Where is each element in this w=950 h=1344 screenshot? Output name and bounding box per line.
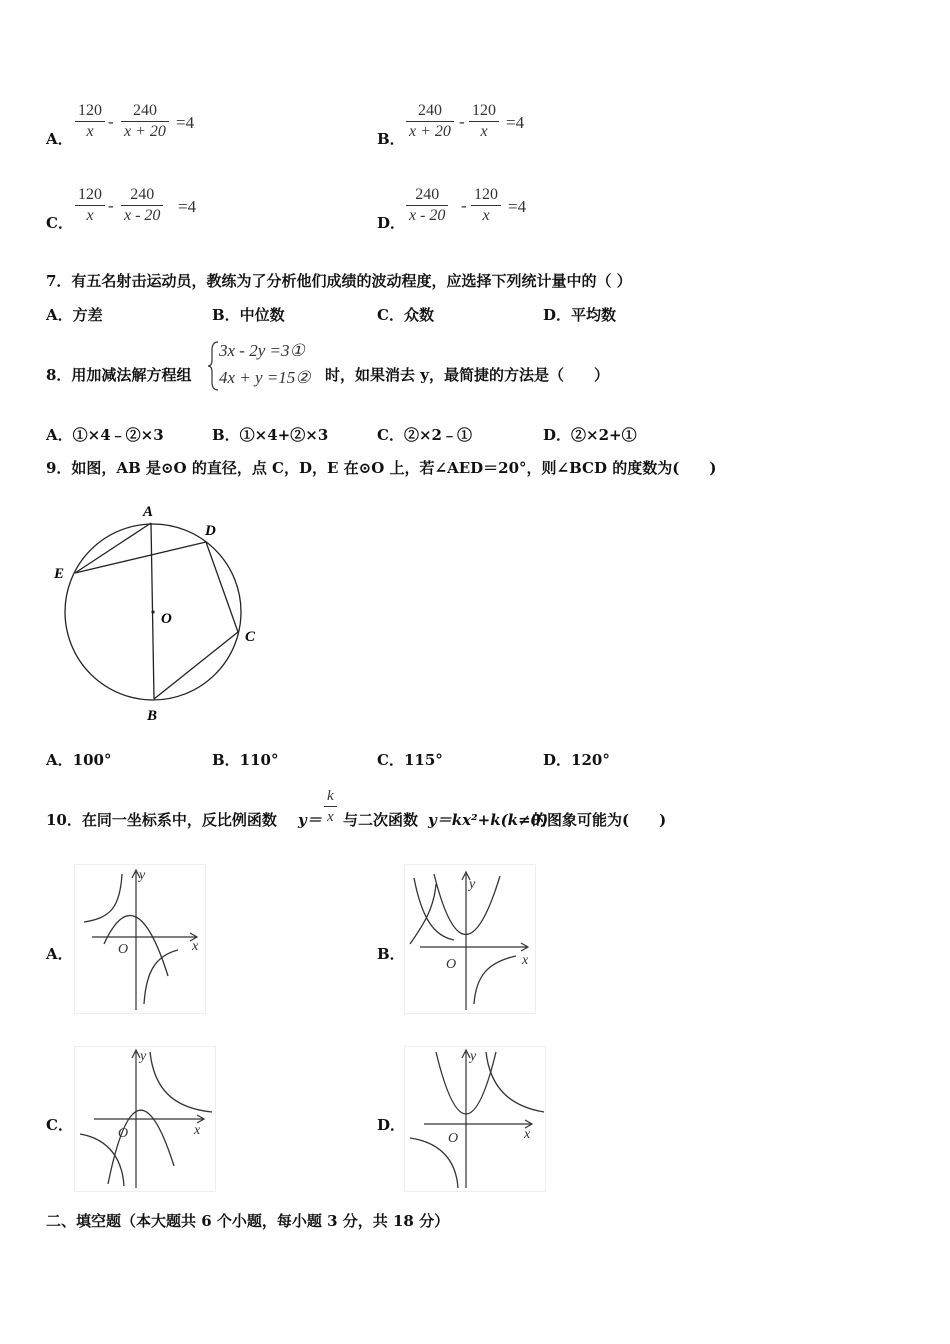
q8-option-d: D．②×2+① xyxy=(543,426,637,444)
q8-option-c: C．②×2﹣① xyxy=(377,426,472,444)
section-2-title: 二、填空题（本大题共 6 个小题，每小题 3 分，共 18 分） xyxy=(46,1212,450,1230)
graph-b xyxy=(404,864,536,1014)
q9-option-c: C．115° xyxy=(377,751,443,769)
svg-text:x: x xyxy=(194,1123,201,1138)
fraction: $\frac{240}{x + 20}$ xyxy=(121,101,169,142)
svg-text:x: x xyxy=(192,939,199,954)
equation-1: 3x - 2y =3① xyxy=(219,341,305,360)
q8-suffix: 时，如果消去 y，最简捷的方法是（ ） xyxy=(325,366,609,384)
svg-text:x: x xyxy=(522,953,529,968)
graph-a xyxy=(74,864,206,1014)
option-label: A． xyxy=(46,130,73,148)
q8-option-b: B．①×4+②×3 xyxy=(212,426,329,444)
svg-text:O: O xyxy=(448,1131,459,1146)
q10-func1-lhs: y＝ xyxy=(298,811,322,829)
q10-option-a-label: A． xyxy=(46,945,73,963)
q9-option-b: B．110° xyxy=(212,751,279,769)
q10-option-c-label: C． xyxy=(46,1116,73,1134)
svg-text:O: O xyxy=(446,957,457,972)
q10-option-b-label: B． xyxy=(377,945,405,963)
q10-func2: y＝kx²+k(k≠0) xyxy=(428,811,549,829)
svg-text:x: x xyxy=(524,1127,531,1142)
point-d-label: D xyxy=(205,523,216,539)
svg-text:y: y xyxy=(470,1049,477,1064)
q9-stem: 9．如图，AB 是⊙O 的直径，点 C，D，E 在⊙O 上，若∠AED＝20°，则∠BCD 的度数为( ) xyxy=(46,459,717,477)
point-b-label: B xyxy=(147,708,158,724)
svg-text:y: y xyxy=(469,877,476,892)
fraction: $\frac{240}{x + 20}$ xyxy=(406,101,454,142)
point-c-label: C xyxy=(245,629,256,645)
q7-option-a: A．方差 xyxy=(46,306,103,324)
point-o-label: O xyxy=(161,611,172,627)
svg-text:y: y xyxy=(139,868,146,883)
q7-option-b: B．中位数 xyxy=(212,306,285,324)
fraction: $\frac{120}{x}$ xyxy=(469,101,499,142)
fraction: $\frac{120}{x}$ xyxy=(471,185,501,226)
fraction: $\frac{240}{x - 20}$ xyxy=(406,185,448,226)
point-e-label: E xyxy=(54,566,65,582)
q7-option-d: D．平均数 xyxy=(543,306,617,324)
graph-d xyxy=(404,1046,546,1192)
q9-option-a: A．100° xyxy=(46,751,112,769)
option-label: C． xyxy=(46,214,73,232)
fraction: $\frac{240}{x - 20}$ xyxy=(121,185,163,226)
option-label: D． xyxy=(377,214,406,232)
q10-option-d-label: D． xyxy=(377,1116,406,1134)
fraction: $\frac{120}{x}$ xyxy=(75,185,105,226)
svg-text:y: y xyxy=(140,1049,147,1064)
fraction: $\frac{120}{x}$ xyxy=(75,101,105,142)
svg-text:O: O xyxy=(118,942,129,957)
equation-2: 4x + y =15② xyxy=(219,368,311,387)
q9-option-d: D．120° xyxy=(543,751,610,769)
q10-prefix: 10．在同一坐标系中，反比例函数 xyxy=(46,811,277,829)
circle-figure xyxy=(50,500,270,730)
point-a-label: A xyxy=(143,504,154,520)
q7-option-c: C．众数 xyxy=(377,306,434,324)
svg-text:O: O xyxy=(118,1126,129,1141)
q8-option-a: A．①×4﹣②×3 xyxy=(46,426,164,444)
option-label: B． xyxy=(377,130,405,148)
q10-mid: 与二次函数 xyxy=(343,811,419,829)
k-over-x-fraction: $\frac{k}{x}$ xyxy=(324,786,337,827)
equation-system xyxy=(207,340,325,392)
graph-c xyxy=(74,1046,216,1192)
q7-stem: 7．有五名射击运动员，教练为了分析他们成绩的波动程度，应选择下列统计量中的（ ） xyxy=(46,272,632,290)
q10-suffix: 的图象可能为( ) xyxy=(532,811,667,829)
q8-prefix: 8．用加减法解方程组 xyxy=(46,366,192,384)
